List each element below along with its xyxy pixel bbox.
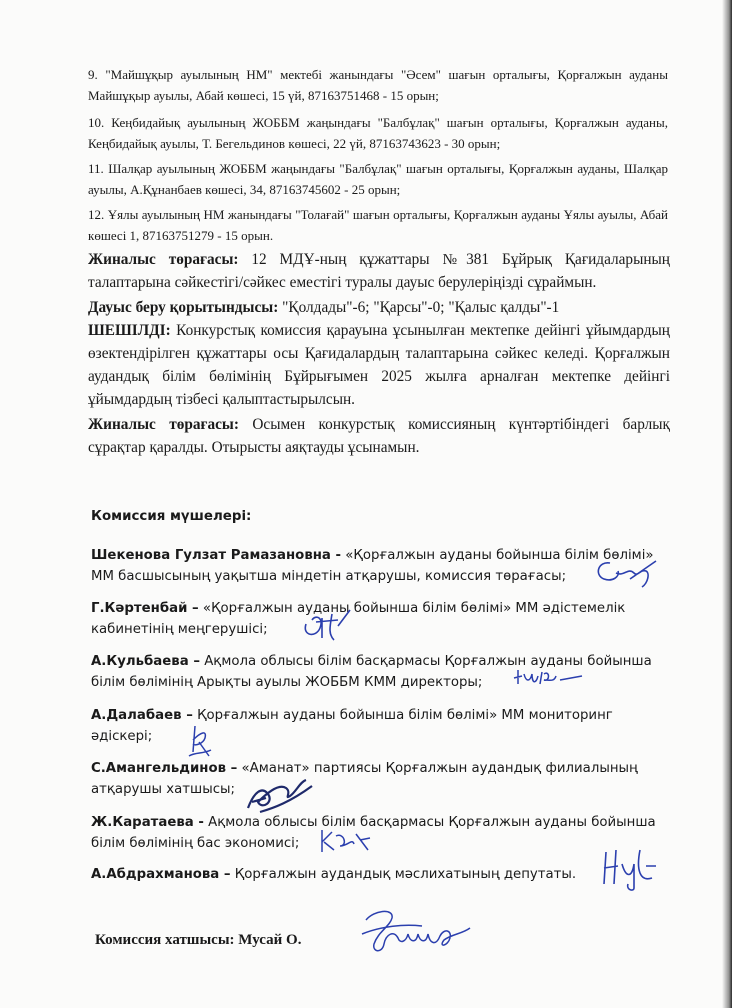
vote-result: "Қолдады"-6; "Қарсы"-0; "Қалыс қалды"-1: [278, 299, 560, 316]
member-name: С.Амангельдинов –: [91, 761, 238, 776]
decision-text: Конкурстық комиссия қарауына ұсынылған мектепке дейінгі ұйымдардың өзектендірілген құжаттары осы Қағидалардың талаптарына сәйкес келеді. Қорғалжын аудандық білім бөлімінің Бұйрығымен 2025 жылға арналған мектепке дейінгі ұйымдардың тізбесі қалыптастырылсын.: [88, 322, 670, 408]
list-item-10: 10. Кеңбидайық ауылының ЖОББМ жаңындағы "Балбұлақ" шағын орталығы, Қорғалжын ауданы, Кеңбидайық ауылы, Т. Бегельдинов көшесі, 22 үй, 87163743623 - 30 орын;: [88, 115, 668, 151]
secretary-line: Комиссия хатшысы: Мусай О.: [95, 932, 302, 948]
chair-label: Жиналыс төрағасы:: [88, 416, 239, 433]
member-name: Ж.Каратаева -: [91, 815, 204, 830]
signature-musai: [352, 904, 492, 966]
member-name: А.Далабаев –: [91, 708, 193, 723]
list-item-9: 9. "Майшұқыр ауылының НМ" мектебі жанындағы "Әсем" шағын орталығы, Қорғалжын ауданы Майшұқыр ауылы, Абай көшесі, 15 үй, 87163751468 - 15 орын;: [88, 67, 668, 103]
member-role: «Аманат» партиясы Қорғалжын аудандық филиалының атқарушы хатшысы;: [91, 761, 638, 797]
member-name: А.Кульбаева –: [91, 654, 200, 669]
page-edge-shadow: [722, 0, 732, 1008]
member-role: «Қорғалжын ауданы бойынша білім бөлімі» ММ басшысының уақытша міндетін атқарушы, комиссия төрағасы;: [91, 548, 654, 584]
member-entry: [91, 545, 671, 587]
vote-paragraph: [88, 296, 670, 411]
member-entry: [91, 758, 671, 800]
member-role: «Қорғалжын ауданы бойынша білім бөлімі» ММ әдістемелік кабинетінің меңгерушісі;: [91, 601, 626, 637]
signature-karataeva: [318, 824, 374, 856]
chair-text: 12 МДҰ-ның құжаттары №381 Бұйрық Қағидаларының талаптарына сәйкестігі/сәйкес еместігі туралы дауыс берулеріңізді сұраймын.: [88, 251, 670, 291]
chair-text: Осымен конкурстық комиссияның күнтәртібіндегі барлық сұрақтар қаралды. Отырысты аяқтауды ұсынамын.: [88, 416, 670, 456]
member-role: Қорғалжын ауданы бойынша білім бөлімі» ММ мониторинг әдіскері;: [91, 708, 613, 744]
member-entry: [91, 598, 671, 640]
member-entry: [91, 705, 671, 747]
signature-abdrakhmanova: [596, 844, 660, 892]
member-entry: [91, 812, 671, 854]
signature-dalabaev: [185, 722, 219, 760]
member-name: А.Абдрахманова –: [91, 867, 231, 882]
member-entry: [91, 864, 671, 885]
signature-kulbaeva: [510, 666, 590, 692]
members-heading: Комиссия мүшелері:: [91, 509, 252, 524]
signature-kartenbai: [298, 606, 354, 644]
list-item-11: 11. Шалқар ауылының ЖОББМ жаңындағы "Балбұлақ" шағын орталығы, Қорғалжын ауданы, Шалқар ауылы, А.Құнанбаев көшесі, 34, 87163745602 - 25 орын;: [88, 161, 668, 197]
chair-paragraph-1: [88, 248, 670, 294]
list-item-12: 12. Ұялы ауылының НМ жанындағы "Толағай" шағын орталығы, Қорғалжын ауданы Ұялы ауылы, Абай көшесі 1, 87163751279 - 15 орын.: [88, 207, 668, 243]
member-name: Г.Кәртенбай –: [91, 601, 199, 616]
signature-amangeldinov: [240, 772, 320, 816]
decision-label: ШЕШІЛДІ:: [88, 322, 171, 339]
chair-label: Жиналыс төрағасы:: [88, 251, 239, 268]
member-role: Қорғалжын аудандық мәслихатының депутаты.: [230, 867, 577, 882]
member-role: Ақмола облысы білім басқармасы Қорғалжын ауданы бойынша білім бөлімінің бас экономисі;: [91, 815, 656, 851]
signature-shekenova: [590, 555, 660, 591]
chair-paragraph-2: [88, 413, 670, 459]
member-role: Ақмола облысы білім басқармасы Қорғалжын ауданы бойынша білім бөлімінің Арықты ауылы ЖОББМ КММ директоры;: [91, 654, 652, 690]
member-name: Шекенова Гулзат Рамазановна -: [91, 548, 342, 563]
vote-label: Дауыс беру қорытындысы:: [88, 299, 279, 316]
